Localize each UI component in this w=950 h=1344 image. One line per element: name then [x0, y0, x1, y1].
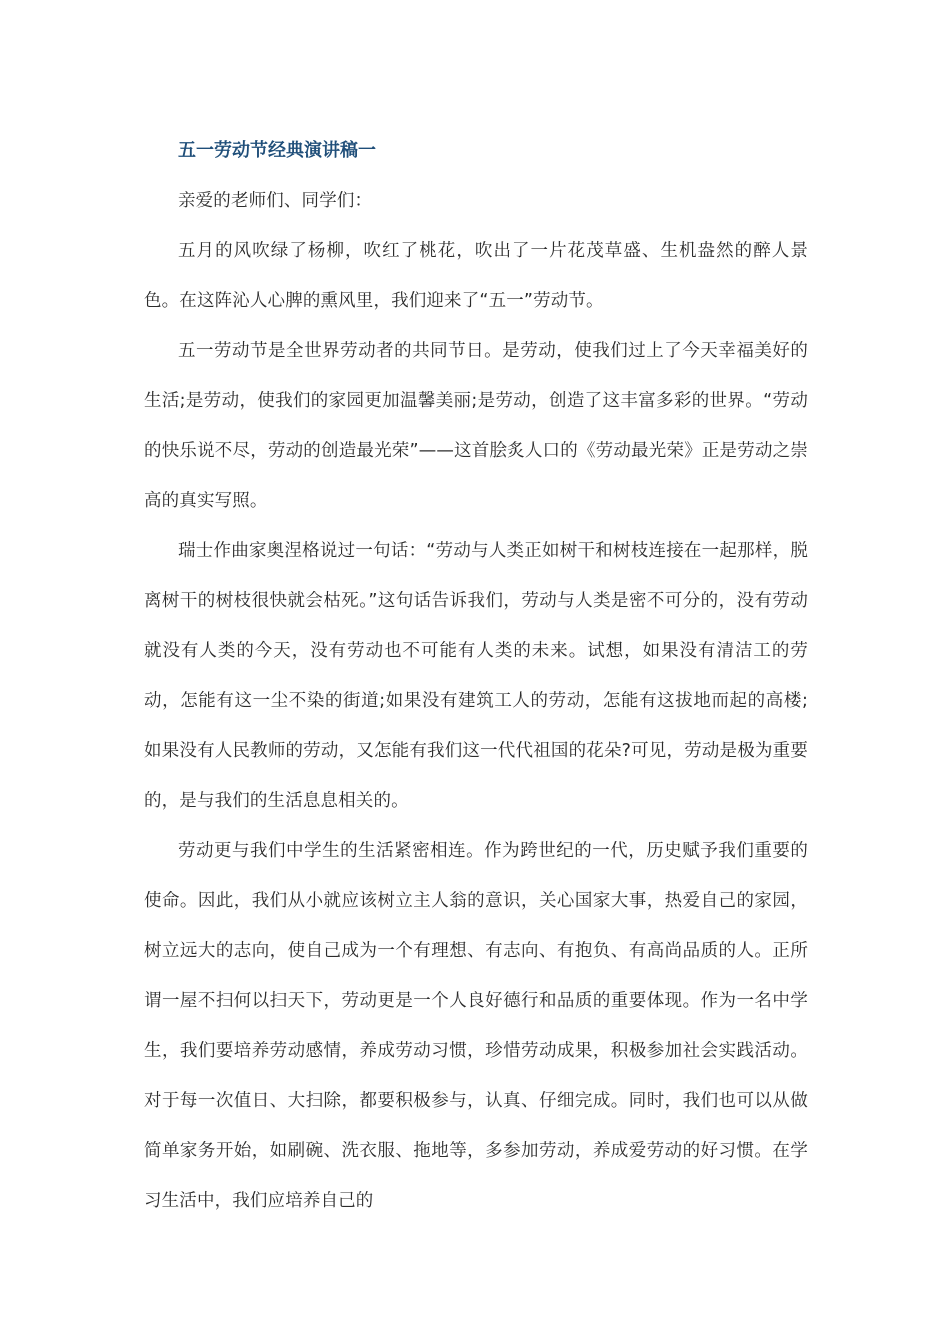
- paragraph-greeting: 亲爱的老师们、同学们：: [178, 191, 373, 211]
- paragraph-labor-day-meaning: 五一劳动节是全世界劳动者的共同节日。是劳动，使我们过上了今天幸福美好的生活;是劳动，使我们的家园更加温馨美丽;是劳动，创造了这丰富多彩的世界。“劳动的快乐说不尽，劳动的创造最光荣”——这首脍炙人口的《劳动最光荣》正是劳动之崇高的真实写照。: [144, 341, 808, 511]
- paragraph-students-labor: 劳动更与我们中学生的生活紧密相连。作为跨世纪的一代，历史赋予我们重要的使命。因此，我们从小就应该树立主人翁的意识，关心国家大事，热爱自己的家园，树立远大的志向，使自己成为一个有理想、有志向、有抱负、有高尚品质的人。正所谓一屋不扫何以扫天下，劳动更是一个人良好德行和品质的重要体现。作为一名中学生，我们要培养劳动感情，养成劳动习惯，珍惜劳动成果，积极参加社会实践活动。对于每一次值日、大扫除，都要积极参与，认真、仔细完成。同时，我们也可以从做简单家务开始，如刷碗、洗衣服、拖地等，多参加劳动，养成爱劳动的好习惯。在学习生活中，我们应培养自己的: [144, 841, 808, 1211]
- document-title: 五一劳动节经典演讲稿一: [178, 140, 376, 161]
- paragraph-may-wind: 五月的风吹绿了杨柳，吹红了桃花，吹出了一片花茂草盛、生机盎然的醉人景色。在这阵沁人心脾的熏风里，我们迎来了“五一”劳动节。: [144, 241, 808, 311]
- paragraph-honegger-quote: 瑞士作曲家奥涅格说过一句话：“劳动与人类正如树干和树枝连接在一起那样，脱离树干的树枝很快就会枯死。”这句话告诉我们，劳动与人类是密不可分的，没有劳动就没有人类的今天，没有劳动也不可能有人类的未来。试想，如果没有清洁工的劳动，怎能有这一尘不染的街道;如果没有建筑工人的劳动，怎能有这拔地而起的高楼;如果没有人民教师的劳动，又怎能有我们这一代代祖国的花朵?可见，劳动是极为重要的，是与我们的生活息息相关的。: [144, 541, 808, 811]
- document-body: [144, 126, 808, 1226]
